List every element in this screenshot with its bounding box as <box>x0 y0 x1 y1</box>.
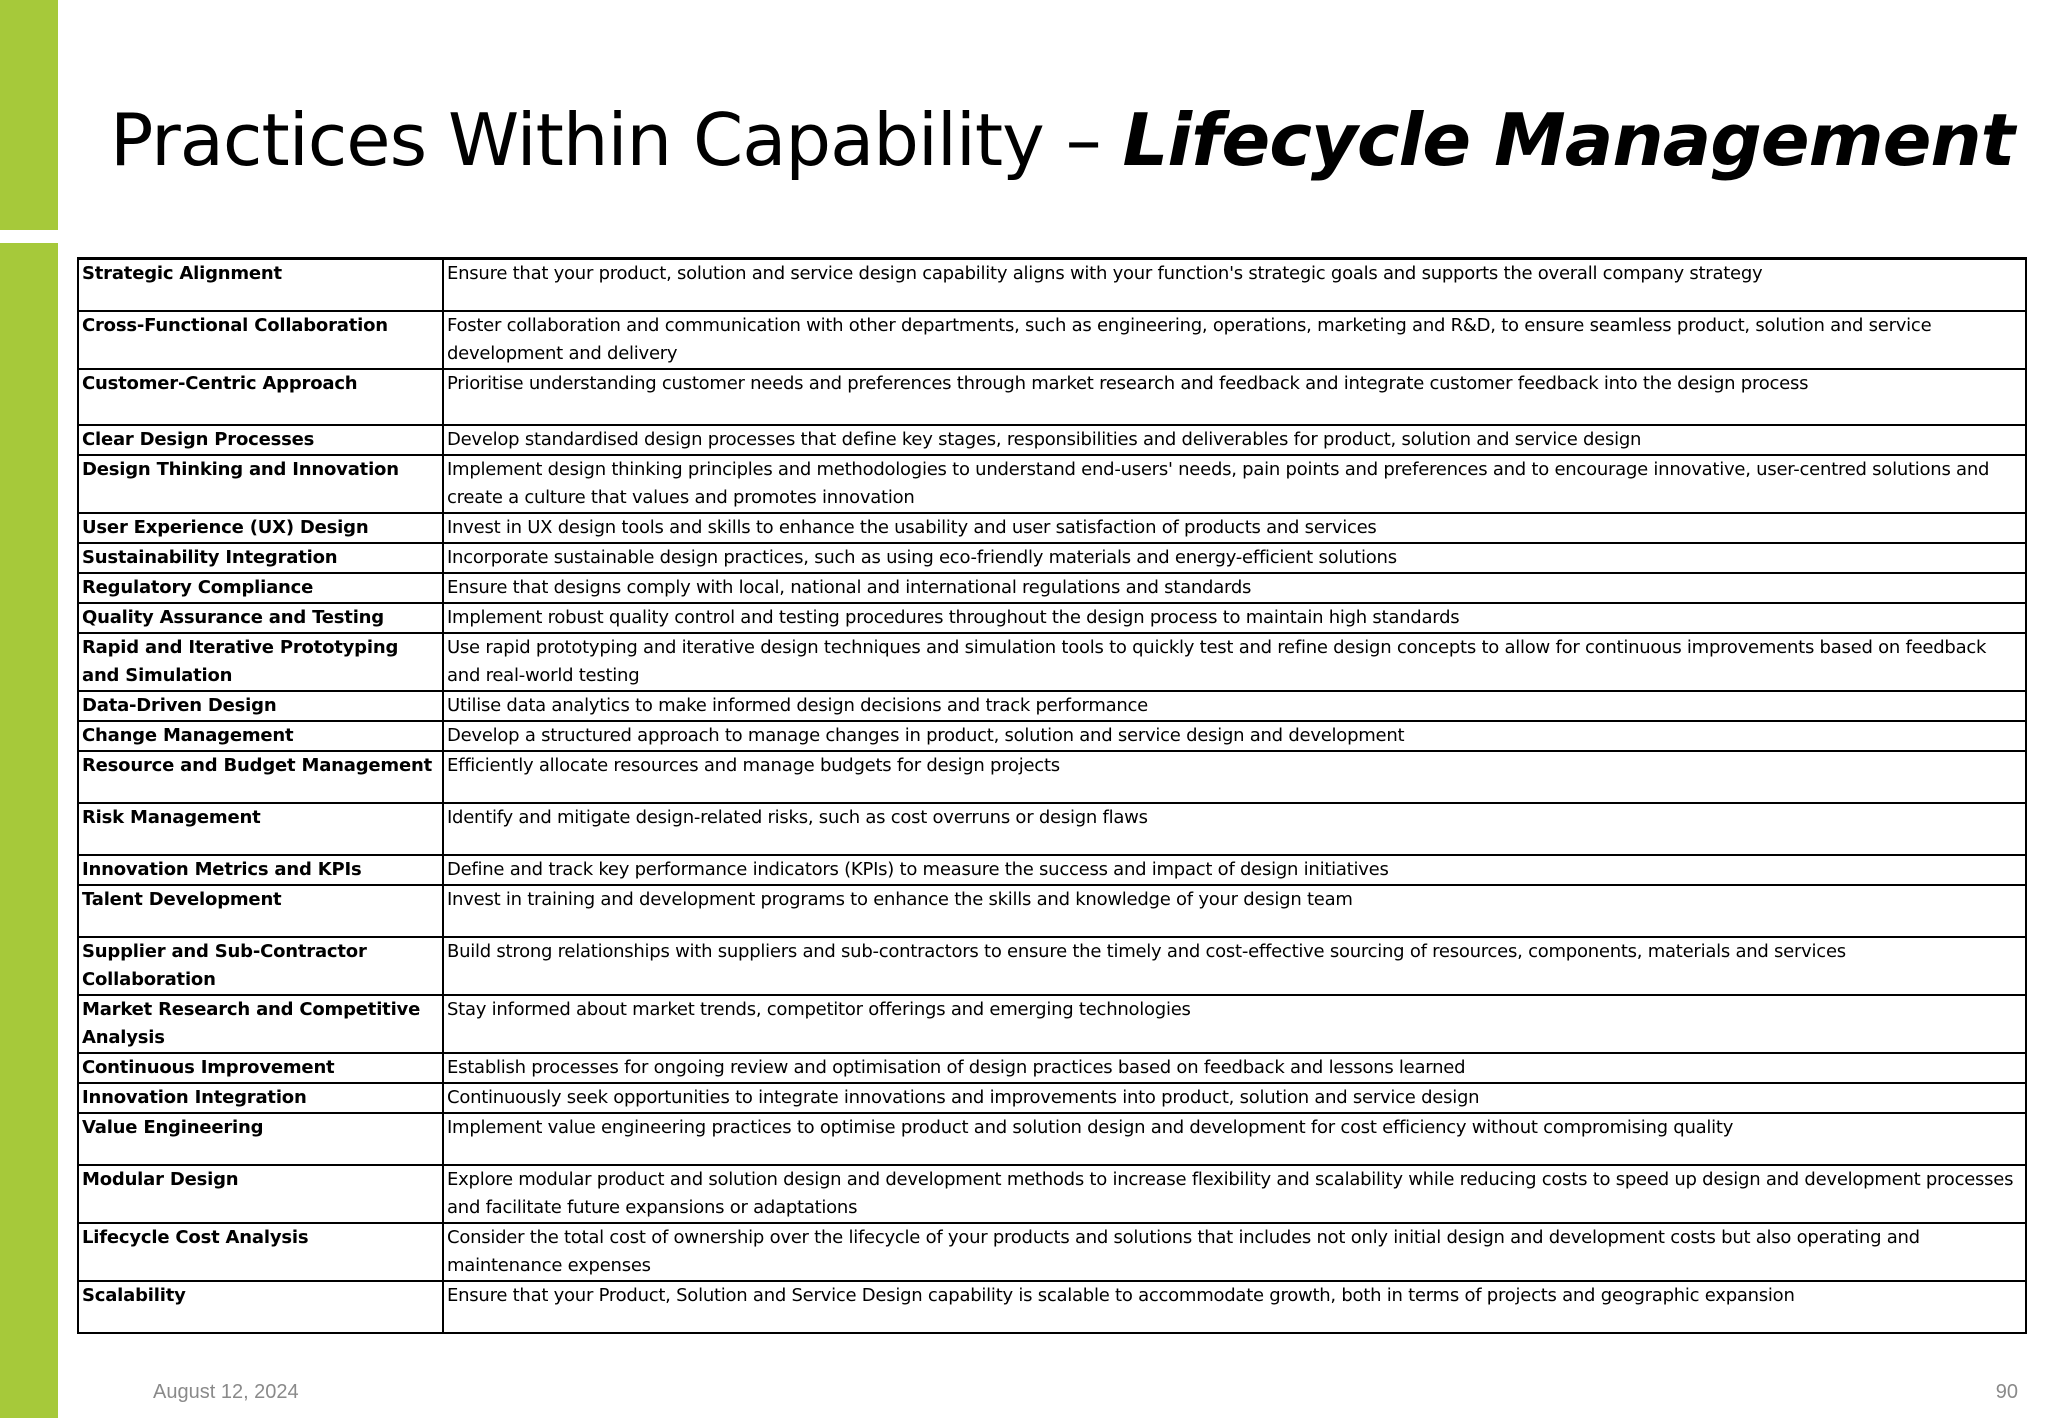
practice-description: Build strong relationships with suppliers and sub-contractors to ensure the timely and cost-effective sourcing of resources, components, materials and services <box>443 937 2026 995</box>
practice-description: Incorporate sustainable design practices, such as using eco-friendly materials and energy-efficient solutions <box>443 543 2026 573</box>
table-row <box>78 1083 2026 1113</box>
practice-description: Stay informed about market trends, competitor offerings and emerging technologies <box>443 995 2026 1053</box>
practice-description: Ensure that your product, solution and service design capability aligns with your function's strategic goals and supports the overall company strategy <box>443 259 2026 311</box>
footer-date: August 12, 2024 <box>153 1381 299 1403</box>
practice-name: Lifecycle Cost Analysis <box>78 1223 443 1281</box>
practice-description: Identify and mitigate design-related risks, such as cost overruns or design flaws <box>443 803 2026 855</box>
table-row <box>78 937 2026 995</box>
practice-name: Innovation Integration <box>78 1083 443 1113</box>
practice-name: Resource and Budget Management <box>78 751 443 803</box>
table-row <box>78 1053 2026 1083</box>
practice-description: Ensure that your Product, Solution and Service Design capability is scalable to accommodate growth, both in terms of projects and geographic expansion <box>443 1281 2026 1333</box>
practice-name: Continuous Improvement <box>78 1053 443 1083</box>
slide-title-emphasis: Lifecycle Management <box>1122 98 2015 182</box>
slide-title-main: Practices Within Capability – <box>110 98 1123 182</box>
table-row <box>78 803 2026 855</box>
practice-name: Scalability <box>78 1281 443 1333</box>
table-row <box>78 885 2026 937</box>
practice-name: Cross-Functional Collaboration <box>78 311 443 369</box>
table-row <box>78 573 2026 603</box>
table-row <box>78 995 2026 1053</box>
practice-name: User Experience (UX) Design <box>78 513 443 543</box>
practice-description: Continuously seek opportunities to integrate innovations and improvements into product, solution and service design <box>443 1083 2026 1113</box>
practice-name: Modular Design <box>78 1165 443 1223</box>
practice-name: Design Thinking and Innovation <box>78 455 443 513</box>
accent-bar-bottom <box>0 243 58 1418</box>
practice-name: Quality Assurance and Testing <box>78 603 443 633</box>
table-row <box>78 603 2026 633</box>
table-row <box>78 311 2026 369</box>
practice-description: Establish processes for ongoing review and optimisation of design practices based on feedback and lessons learned <box>443 1053 2026 1083</box>
practice-name: Data-Driven Design <box>78 691 443 721</box>
practice-name: Talent Development <box>78 885 443 937</box>
practice-description: Develop a structured approach to manage changes in product, solution and service design and development <box>443 721 2026 751</box>
practice-name: Sustainability Integration <box>78 543 443 573</box>
practice-name: Risk Management <box>78 803 443 855</box>
practice-name: Customer-Centric Approach <box>78 369 443 425</box>
table-row <box>78 1281 2026 1333</box>
table-row <box>78 543 2026 573</box>
practice-description: Implement design thinking principles and methodologies to understand end-users' needs, pain points and preferences and to encourage innovative, user-centred solutions and create a culture that values and promotes innovation <box>443 455 2026 513</box>
practice-description: Invest in UX design tools and skills to enhance the usability and user satisfaction of products and services <box>443 513 2026 543</box>
practice-name: Market Research and Competitive Analysis <box>78 995 443 1053</box>
table-row <box>78 633 2026 691</box>
practice-name: Strategic Alignment <box>78 259 443 311</box>
practice-name: Innovation Metrics and KPIs <box>78 855 443 885</box>
practices-table <box>77 257 2027 1334</box>
table-row <box>78 1113 2026 1165</box>
practice-description: Define and track key performance indicators (KPIs) to measure the success and impact of design initiatives <box>443 855 2026 885</box>
table-row <box>78 855 2026 885</box>
practice-name: Value Engineering <box>78 1113 443 1165</box>
practice-description: Ensure that designs comply with local, national and international regulations and standards <box>443 573 2026 603</box>
slide-title <box>110 92 2014 188</box>
practice-name: Clear Design Processes <box>78 425 443 455</box>
practice-description: Invest in training and development programs to enhance the skills and knowledge of your design team <box>443 885 2026 937</box>
table-row <box>78 513 2026 543</box>
table-row <box>78 455 2026 513</box>
practice-description: Implement robust quality control and testing procedures throughout the design process to maintain high standards <box>443 603 2026 633</box>
practices-table-body <box>78 259 2026 1333</box>
table-row <box>78 1165 2026 1223</box>
practice-name: Rapid and Iterative Prototyping and Simulation <box>78 633 443 691</box>
practice-description: Utilise data analytics to make informed design decisions and track performance <box>443 691 2026 721</box>
practice-description: Implement value engineering practices to optimise product and solution design and development for cost efficiency without compromising quality <box>443 1113 2026 1165</box>
practice-description: Explore modular product and solution design and development methods to increase flexibility and scalability while reducing costs to speed up design and development processes and facilitate future expansions or adaptations <box>443 1165 2026 1223</box>
accent-bar-top <box>0 0 58 230</box>
practice-name: Regulatory Compliance <box>78 573 443 603</box>
practice-name: Change Management <box>78 721 443 751</box>
practice-description: Consider the total cost of ownership over the lifecycle of your products and solutions that includes not only initial design and development costs but also operating and maintenance expenses <box>443 1223 2026 1281</box>
practice-description: Efficiently allocate resources and manage budgets for design projects <box>443 751 2026 803</box>
table-row <box>78 691 2026 721</box>
table-row <box>78 751 2026 803</box>
table-row <box>78 1223 2026 1281</box>
practice-description: Develop standardised design processes that define key stages, responsibilities and deliverables for product, solution and service design <box>443 425 2026 455</box>
page-number: 90 <box>1995 1381 2018 1403</box>
practice-description: Foster collaboration and communication with other departments, such as engineering, operations, marketing and R&D, to ensure seamless product, solution and service development and delivery <box>443 311 2026 369</box>
table-row <box>78 259 2026 311</box>
practice-name: Supplier and Sub-Contractor Collaboration <box>78 937 443 995</box>
practice-description: Use rapid prototyping and iterative design techniques and simulation tools to quickly test and refine design concepts to allow for continuous improvements based on feedback and real-world testing <box>443 633 2026 691</box>
practice-description: Prioritise understanding customer needs and preferences through market research and feedback and integrate customer feedback into the design process <box>443 369 2026 425</box>
table-row <box>78 425 2026 455</box>
table-row <box>78 721 2026 751</box>
table-row <box>78 369 2026 425</box>
